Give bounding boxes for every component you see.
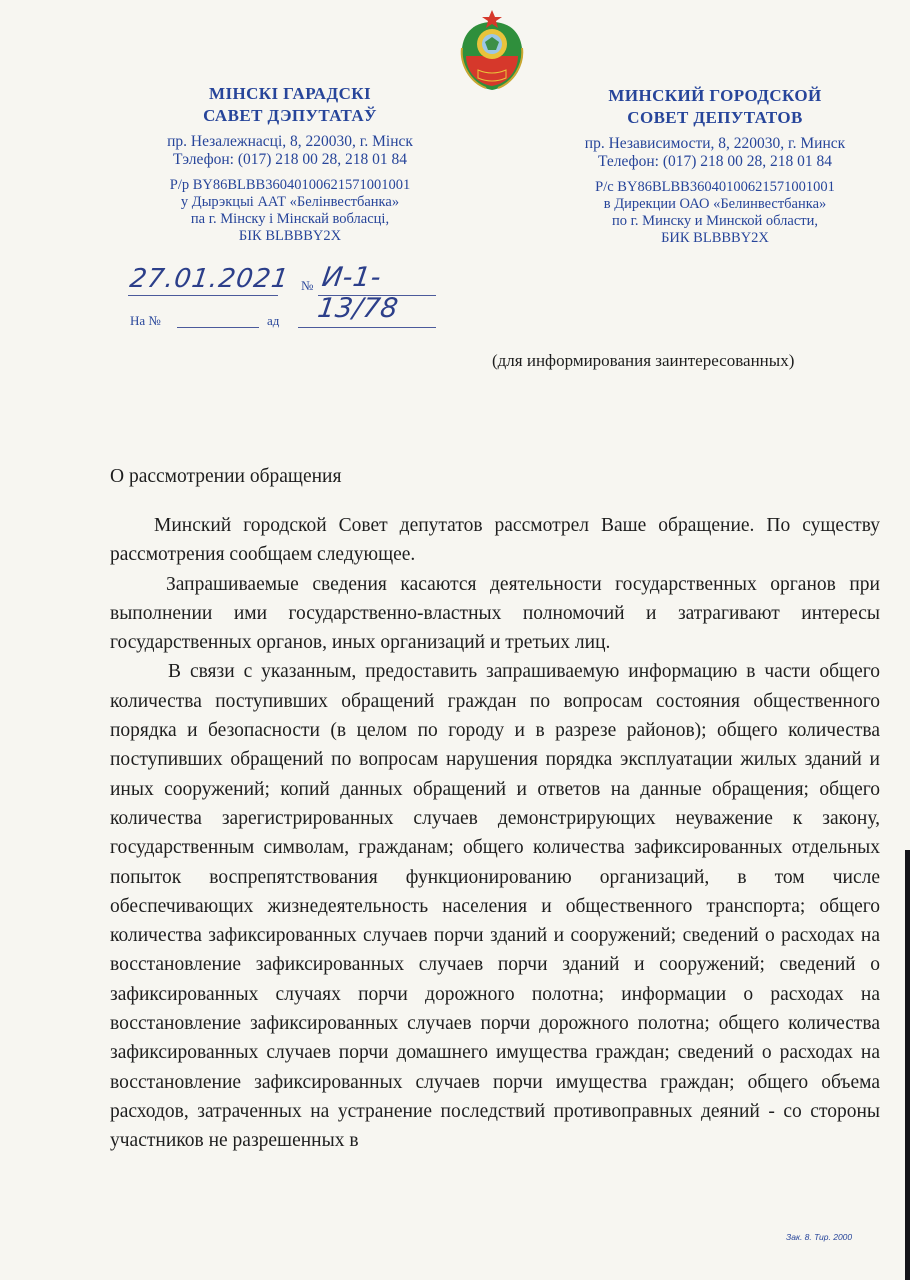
letter-subject: О рассмотрении обращения [110, 466, 342, 487]
bank-be-line2: па г. Мінску і Мінскай вобласці, [190, 211, 390, 227]
date-underline [128, 295, 278, 296]
account-ru: Р/с BY86BLBB36040100621571001001 [595, 179, 835, 195]
print-run-mark: Зак. 8. Тир. 2000 [786, 1232, 853, 1242]
reference-line [130, 313, 440, 333]
from-label: ад [267, 313, 280, 328]
address-ru: пр. Независимости, 8, 220030, г. Минск [584, 135, 846, 152]
bic-ru: БИК BLBBBY2X [661, 230, 769, 246]
on-number-blank [177, 327, 259, 328]
org-name-ru-line1: МИНСКИЙ ГОРОДСКОЙ [608, 86, 822, 105]
phone-be: Тэлефон: (017) 218 00 28, 218 01 84 [172, 151, 408, 168]
bic-be: БІК BLBBBY2X [238, 228, 342, 244]
body-paragraph-3: В связи с указанным, предоставить запрашиваемую информацию в части общего количества поступивших обращений граждан по вопросам состояния общественного порядка и безопасности (в целом по городу и в разрезе районов); общего количества поступивших обращений по вопросам нарушения порядка эксплуатации жилых зданий и иных сооружений; копий данных обращений и ответов на данные обращения; общего количества зарегистрированных случаев демонстрирующих неуважение к закону, государственным символам, гражданам; общего количества зафиксированных отдельных попыток воспрепятствования функционированию организаций, в том числе обеспечивающих жизнедеятельность населения и общественного транспорта; общего количества зафиксированных случаев порчи зданий и сооружений; сведений о расходах на восстановление зафиксированных случаев порчи зданий и сооружений; сведений о зафиксированных случаях порчи дорожного полотна; информации о расходах на восстановление зафиксированных случаев порчи дорожного полотна; общего количества зафиксированных случаев порчи домашнего имущества граждан; сведений о расходах на восстановление зафиксированных случаев порчи имущества граждан; общего объема расходов, затраченных на устранение последствий противоправных деяний - со стороны участников не разрешенных в [110, 661, 880, 1152]
number-label: № [301, 278, 314, 293]
bank-ru-line2: по г. Минску и Минской области, [611, 213, 819, 229]
from-blank [298, 327, 436, 328]
letter-body [110, 511, 880, 1156]
org-name-be-line2: САВЕТ ДЭПУТАТАЎ [203, 106, 377, 125]
org-name-be-line1: МІНСКІ ГАРАДСКІ [209, 84, 371, 103]
address-be: пр. Незалежнасці, 8, 220030, г. Мінск [167, 133, 413, 150]
body-paragraph-2: Запрашиваемые сведения касаются деятельности государственных органов при выполнении ими государственно-властных полномочий и затрагивают интересы государственных органов, иных организаций и третьих лиц. [110, 573, 880, 654]
on-number-label: На № [130, 313, 161, 328]
org-name-ru-line2: СОВЕТ ДЕПУТАТОВ [627, 108, 803, 127]
phone-ru: Телефон: (017) 218 00 28, 218 01 84 [597, 153, 833, 170]
addressee: (для информирования заинтересованных) [492, 351, 795, 370]
number-underline [318, 295, 436, 296]
header-right-russian [540, 85, 890, 247]
account-be: Р/р BY86BLBB36040100621571001001 [169, 177, 411, 193]
registration-date: 27.01.2021 [127, 264, 291, 294]
bank-be-line1: у Дырэкцыі ААТ «Белінвестбанка» [180, 194, 400, 210]
body-paragraph-1: Минский городской Совет депутатов рассмотрел Ваше обращение. По существу рассмотрения сообщаем следующее. [110, 515, 880, 566]
bank-ru-line1: в Дирекции ОАО «Белинвестбанка» [603, 196, 827, 212]
registration-number: И-1-13/78 [315, 262, 401, 324]
header-left-belarusian [120, 83, 460, 245]
state-emblem-icon [452, 8, 532, 92]
scan-edge-shadow [905, 850, 910, 1280]
